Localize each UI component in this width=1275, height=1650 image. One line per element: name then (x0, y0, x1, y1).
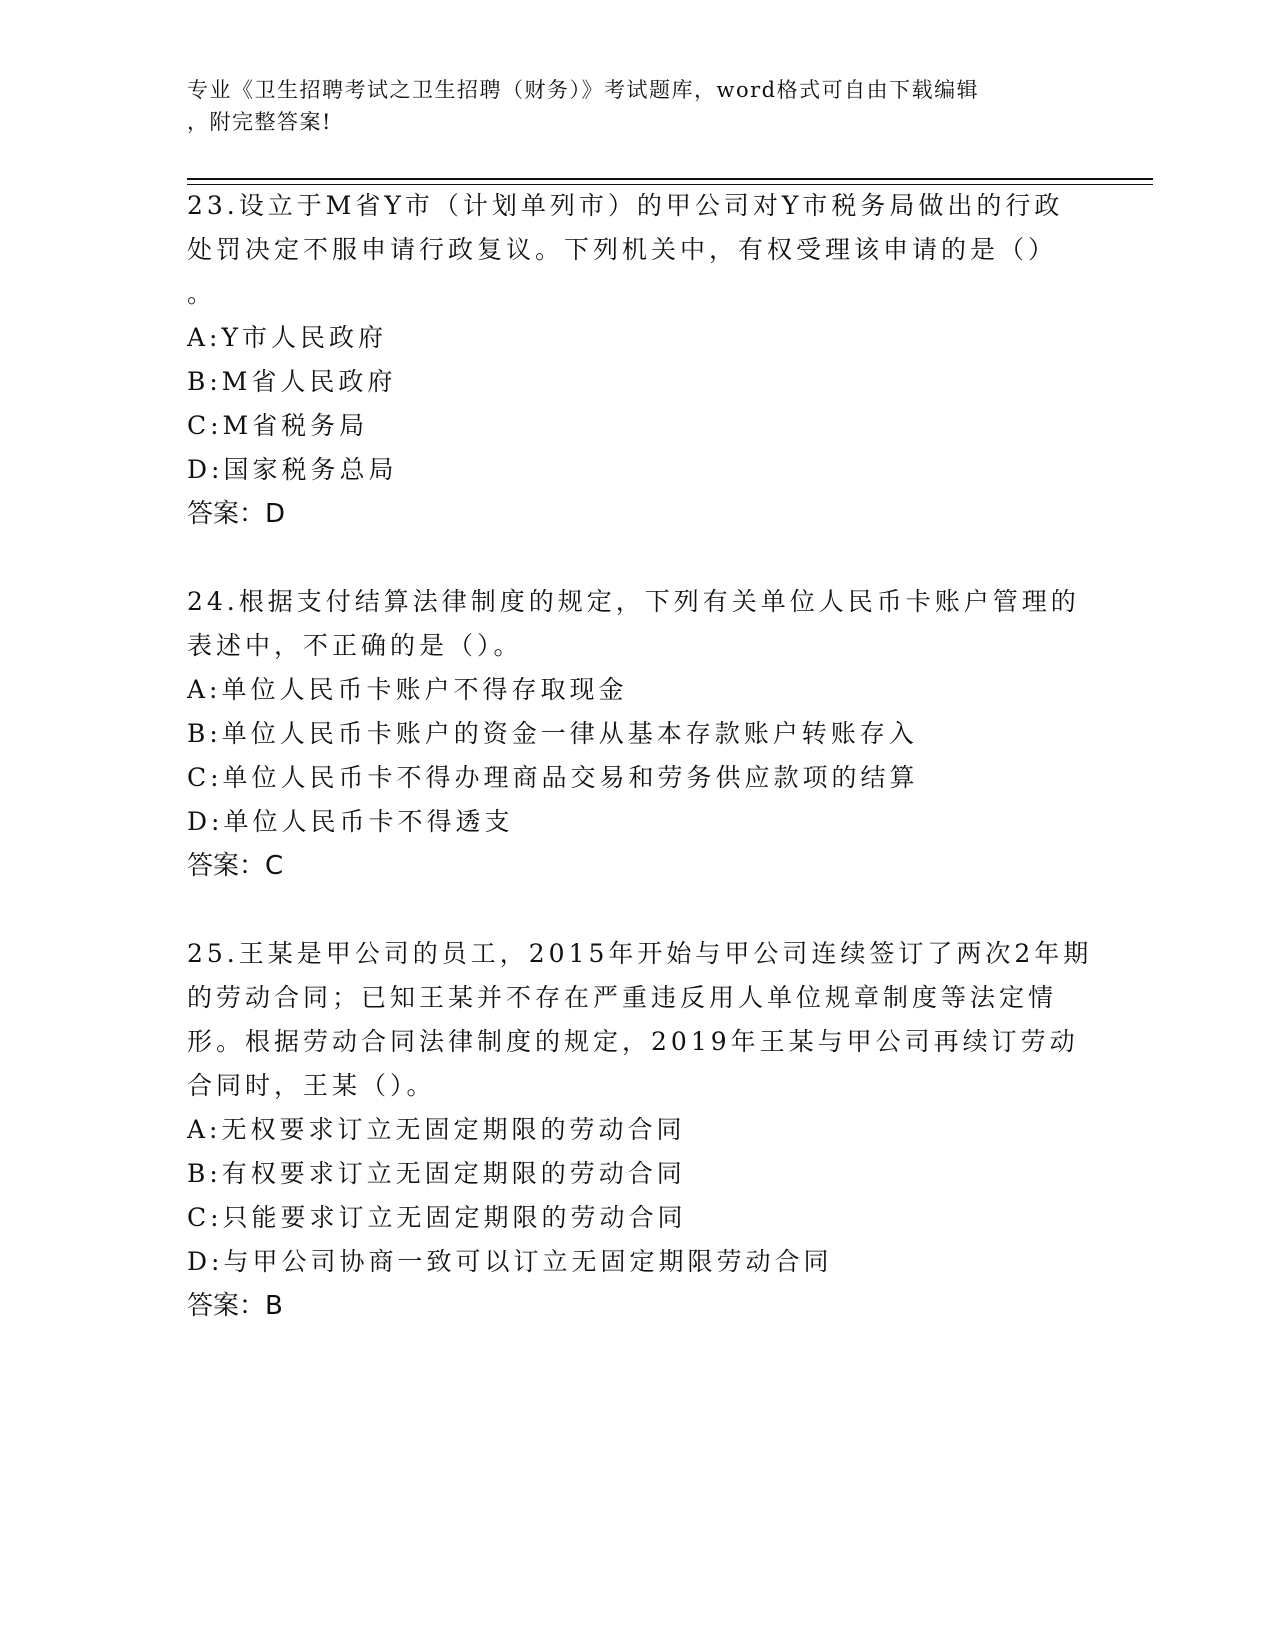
answer-label: 答案：D (187, 499, 286, 529)
question-stem: 合同时，王某（）。 (187, 1071, 436, 1100)
option-c: C:单位人民币卡不得办理商品交易和劳务供应款项的结算 (187, 763, 919, 792)
option-a: A:无权要求订立无固定期限的劳动合同 (187, 1115, 686, 1144)
header-divider (187, 184, 1153, 185)
question-stem: 表述中，不正确的是（）。 (187, 631, 523, 660)
question-stem: 处罚决定不服申请行政复议。下列机关中，有权受理该申请的是（） (187, 235, 1058, 264)
option-b: B:单位人民币卡账户的资金一律从基本存款账户转账存入 (187, 719, 918, 748)
option-c: C:M省税务局 (187, 411, 369, 440)
header-divider (187, 178, 1153, 180)
option-a: A:Y市人民政府 (187, 323, 387, 352)
header-line: 专业《卫生招聘考试之卫生招聘（财务）》考试题库，word格式可自由下载编辑 (187, 78, 980, 102)
option-d: D:单位人民币卡不得透支 (187, 807, 514, 836)
option-b: B:M省人民政府 (187, 367, 397, 396)
option-d: D:与甲公司协商一致可以订立无固定期限劳动合同 (187, 1247, 833, 1276)
option-b: B:有权要求订立无固定期限的劳动合同 (187, 1159, 686, 1188)
option-c: C:只能要求订立无固定期限的劳动合同 (187, 1203, 687, 1232)
answer-label: 答案：B (187, 1291, 283, 1321)
question-stem: 的劳动合同；已知王某并不存在严重违反用人单位规章制度等法定情 (187, 983, 1058, 1012)
option-a: A:单位人民币卡账户不得存取现金 (187, 675, 628, 704)
question-stem: 25.王某是甲公司的员工，2015年开始与甲公司连续签订了两次2年期 (187, 939, 1093, 968)
question-stem: 23.设立于M省Y市（计划单列市）的甲公司对Y市税务局做出的行政 (187, 191, 1064, 220)
answer-label: 答案：C (187, 851, 284, 881)
question-stem: 24.根据支付结算法律制度的规定，下列有关单位人民币卡账户管理的 (187, 587, 1080, 616)
question-stem: 。 (187, 279, 217, 308)
question-stem: 形。根据劳动合同法律制度的规定，2019年王某与甲公司再续订劳动 (187, 1027, 1079, 1056)
option-d: D:国家税务总局 (187, 455, 398, 484)
header-line: ，附完整答案! (187, 110, 332, 134)
